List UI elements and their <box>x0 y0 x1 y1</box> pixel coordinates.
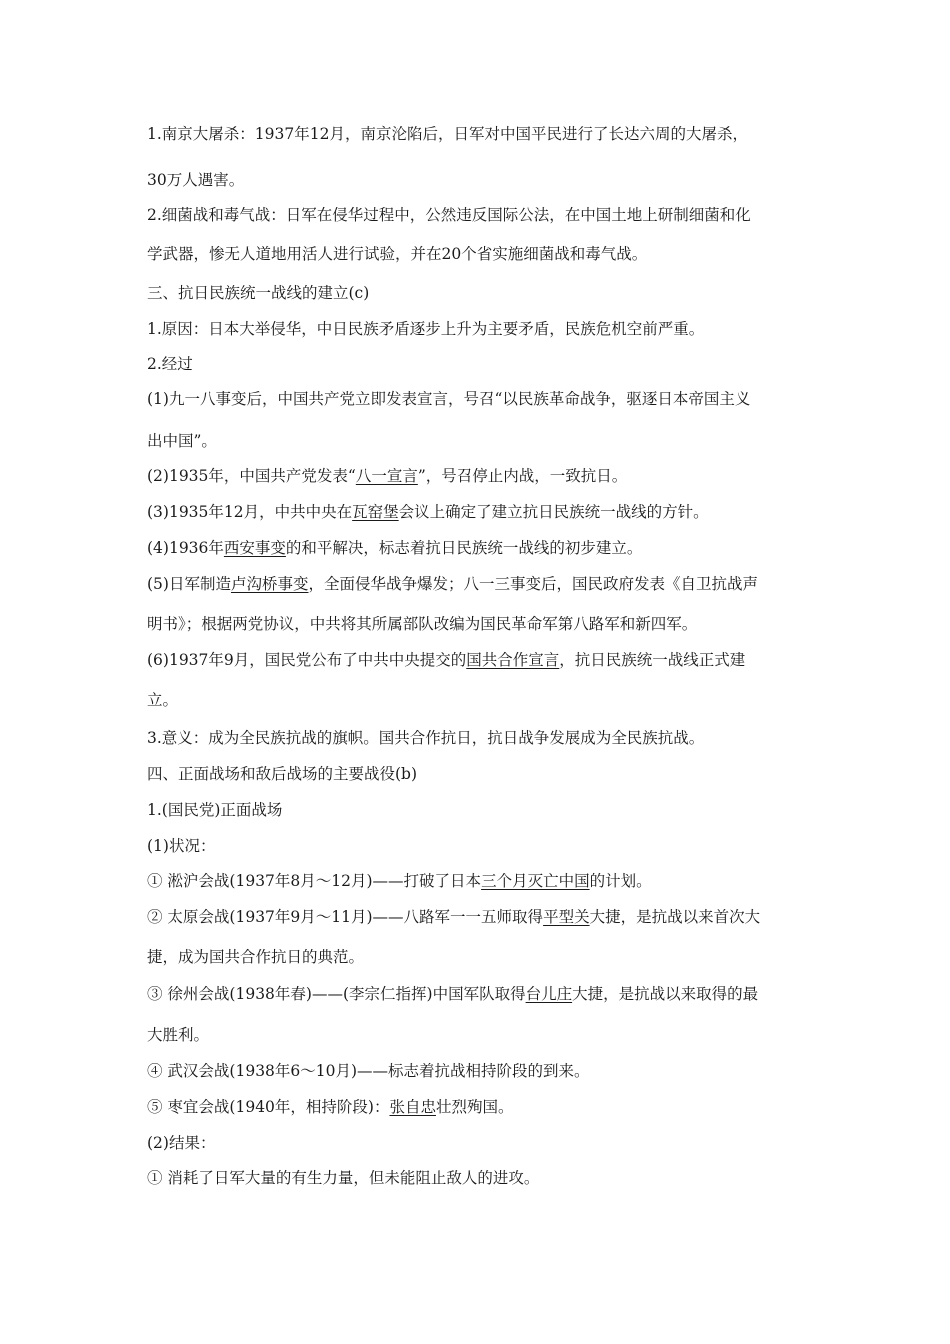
underlined-term: 平型关 <box>543 908 590 926</box>
battle-taiyuan: ② 太原会战(1937年9月～11月)——八路军一一五师取得平型关大捷，是抗战以来首次大 <box>147 908 761 926</box>
para-process-2: (2)1935年，中国共产党发表“八一宣言”，号召停止内战，一致抗日。 <box>147 467 628 485</box>
para-process-1: (1)九一八事变后，中国共产党立即发表宣言，号召“以民族革命战争，驱逐日本帝国主义 <box>147 390 751 408</box>
para-process-5-cont: 明书》；根据两党协议，中共将其所属部队改编为国民革命军第八路军和新四军。 <box>147 615 698 633</box>
subheading-frontal-battlefield: 1.(国民党)正面战场 <box>147 801 283 819</box>
underlined-term: 张自忠 <box>389 1098 436 1116</box>
battle-taiyuan-cont: 捷，成为国共合作抗日的典范。 <box>147 948 365 966</box>
battle-xuzhou-cont: 大胜利。 <box>147 1026 210 1044</box>
subheading-result: (2)结果： <box>147 1134 216 1152</box>
battle-xuzhou: ③ 徐州会战(1938年春)——(李宗仁指挥)中国军队取得台儿庄大捷，是抗战以来取得的最 <box>147 985 759 1003</box>
para-nanjing-massacre: 1.南京大屠杀：1937年12月，南京沦陷后，日军对中国平民进行了长达六周的大屠杀， <box>147 125 748 143</box>
section-heading-united-front: 三、抗日民族统一战线的建立(c) <box>147 284 370 302</box>
para-process-6-cont: 立。 <box>147 691 179 709</box>
battle-songhu: ① 淞沪会战(1937年8月～12月)——打破了日本三个月灭亡中国的计划。 <box>147 872 652 890</box>
underlined-term: 台儿庄 <box>525 985 573 1003</box>
para-process-1-cont: 出中国”。 <box>147 432 217 450</box>
para-process-3: (3)1935年12月，中共中央在瓦窑堡会议上确定了建立抗日民族统一战线的方针。 <box>147 503 709 521</box>
para-nanjing-massacre-cont: 30万人遇害。 <box>147 171 245 189</box>
subheading-process: 2.经过 <box>147 355 193 373</box>
para-significance: 3.意义：成为全民族抗战的旗帜。国共合作抗日，抗日战争发展成为全民族抗战。 <box>147 729 705 747</box>
section-heading-battles: 四、正面战场和敌后战场的主要战役(b) <box>147 765 418 783</box>
para-germ-warfare-cont: 学武器，惨无人道地用活人进行试验，并在20个省实施细菌战和毒气战。 <box>147 245 648 263</box>
underlined-term: 西安事变 <box>223 539 286 557</box>
battle-wuhan: ④ 武汉会战(1938年6～10月)——标志着抗战相持阶段的到来。 <box>147 1062 590 1080</box>
para-process-5: (5)日军制造卢沟桥事变，全面侵华战争爆发；八一三事变后，国民政府发表《自卫抗战声 <box>147 575 758 593</box>
result-1: ① 消耗了日军大量的有生力量，但未能阻止敌人的进攻。 <box>147 1169 540 1187</box>
para-process-6: (6)1937年9月，国民党公布了中共中央提交的国共合作宣言，抗日民族统一战线正式建 <box>147 651 746 669</box>
para-process-4: (4)1936年西安事变的和平解决，标志着抗日民族统一战线的初步建立。 <box>147 539 643 557</box>
para-germ-warfare: 2.细菌战和毒气战：日军在侵华过程中，公然违反国际公法，在中国土地上研制细菌和化 <box>147 206 751 224</box>
underlined-term: 八一宣言 <box>355 467 418 485</box>
underlined-term: 国共合作宣言 <box>466 651 560 669</box>
subheading-situation: (1)状况： <box>147 837 216 855</box>
underlined-term: 三个月灭亡中国 <box>481 872 590 890</box>
underlined-term: 瓦窑堡 <box>352 503 399 521</box>
battle-zaoyi: ⑤ 枣宜会战(1940年，相持阶段)：张自忠壮烈殉国。 <box>147 1098 514 1116</box>
underlined-term: 卢沟桥事变 <box>230 575 309 593</box>
para-cause: 1.原因：日本大举侵华，中日民族矛盾逐步上升为主要矛盾，民族危机空前严重。 <box>147 320 705 338</box>
